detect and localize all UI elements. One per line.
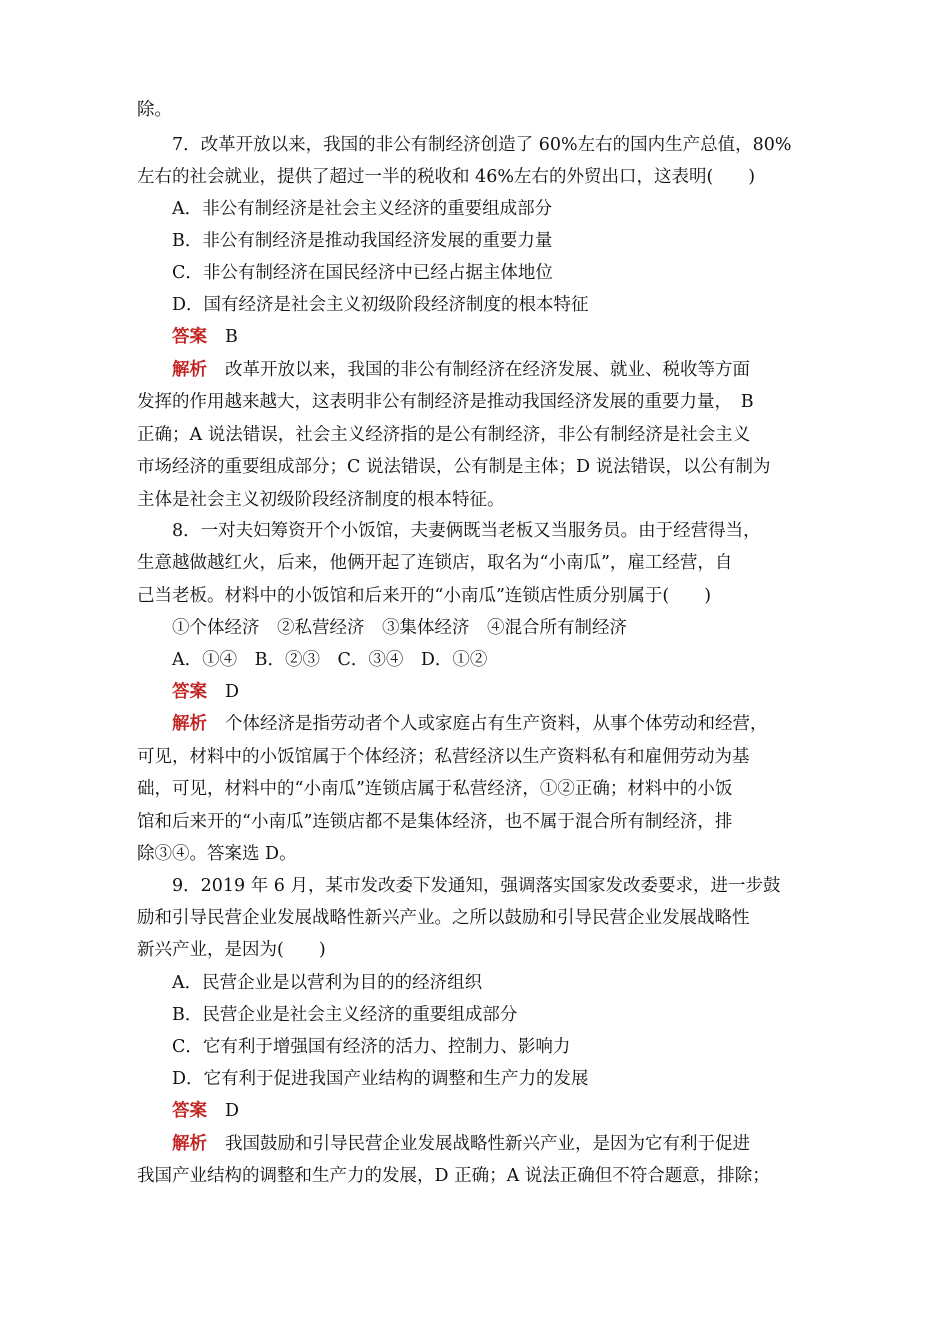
text-line: 正确；A 说法错误，社会主义经济指的是公有制经济，非公有制经济是社会主义 xyxy=(137,425,751,445)
text-line: 我国产业结构的调整和生产力的发展，D 正确；A 说法正确但不符合题意，排除； xyxy=(137,1166,770,1186)
option-c: C．它有利于增强国有经济的活力、控制力、影响力 xyxy=(172,1037,571,1057)
text-line: 左右的社会就业，提供了超过一半的税收和 46%左右的外贸出口，这表明( ) xyxy=(137,167,756,187)
analysis-text: 改革开放以来，我国的非公有制经济在经济发展、就业、税收等方面 xyxy=(225,360,750,380)
answer-line xyxy=(172,322,238,352)
analysis-line xyxy=(172,1129,750,1159)
analysis-label: 解析 xyxy=(172,360,207,380)
text-line: 生意越做越红火，后来，他俩开起了连锁店，取名为“小南瓜”，雇工经营，自 xyxy=(137,553,733,573)
text-line: 市场经济的重要组成部分；C 说法错误，公有制是主体；D 说法错误，以公有制为 xyxy=(137,457,771,477)
analysis-line xyxy=(172,355,750,385)
option-c: C．非公有制经济在国民经济中已经占据主体地位 xyxy=(172,263,553,283)
option-d: D．它有利于促进我国产业结构的调整和生产力的发展 xyxy=(172,1069,589,1089)
option-d: D．国有经济是社会主义初级阶段经济制度的根本特征 xyxy=(172,295,589,315)
analysis-text: 个体经济是指劳动者个人或家庭占有生产资料，从事个体劳动和经营， xyxy=(225,714,768,734)
answer-label: 答案 xyxy=(172,682,207,702)
options-row: A．①④ B．②③ C．③④ D．①② xyxy=(172,650,488,670)
answer-label: 答案 xyxy=(172,327,207,347)
question-7-stem: 7．改革开放以来，我国的非公有制经济创造了 60%左右的国内生产总值，80% xyxy=(172,135,792,155)
analysis-label: 解析 xyxy=(172,714,207,734)
answer-line xyxy=(172,677,239,707)
text-line: 发挥的作用越来越大，这表明非公有制经济是推动我国经济发展的重要力量， B xyxy=(137,392,754,412)
option-a: A．非公有制经济是社会主义经济的重要组成部分 xyxy=(172,199,553,219)
option-list: ①个体经济 ②私营经济 ③集体经济 ④混合所有制经济 xyxy=(172,618,627,638)
text-line: 己当老板。材料中的小饭馆和后来开的“小南瓜”连锁店性质分别属于( ) xyxy=(137,586,712,606)
text-line: 馆和后来开的“小南瓜”连锁店都不是集体经济，也不属于混合所有制经济，排 xyxy=(137,812,733,832)
text-line: 础，可见，材料中的“小南瓜”连锁店属于私营经济，①②正确；材料中的小饭 xyxy=(137,779,733,799)
text-line: 新兴产业，是因为( ) xyxy=(137,940,326,960)
text-line: 除。 xyxy=(137,100,172,120)
question-9-stem: 9．2019 年 6 月，某市发改委下发通知，强调落实国家发改委要求，进一步鼓 xyxy=(172,876,781,896)
text-line: 除③④。答案选 D。 xyxy=(137,844,297,864)
answer-line xyxy=(172,1096,239,1126)
answer-value: D xyxy=(225,1101,240,1121)
analysis-text: 我国鼓励和引导民营企业发展战略性新兴产业，是因为它有利于促进 xyxy=(225,1134,750,1154)
answer-label: 答案 xyxy=(172,1101,207,1121)
text-line: 可见，材料中的小饭馆属于个体经济；私营经济以生产资料私有和雇佣劳动为基 xyxy=(137,747,750,767)
answer-value: B xyxy=(225,327,238,347)
text-line: 主体是社会主义初级阶段经济制度的根本特征。 xyxy=(137,490,505,510)
option-a: A．民营企业是以营利为目的的经济组织 xyxy=(172,973,483,993)
option-b: B．非公有制经济是推动我国经济发展的重要力量 xyxy=(172,231,553,251)
question-8-stem: 8．一对夫妇筹资开个小饭馆，夫妻俩既当老板又当服务员。由于经营得当， xyxy=(172,521,761,541)
answer-value: D xyxy=(225,682,240,702)
analysis-label: 解析 xyxy=(172,1134,207,1154)
option-b: B．民营企业是社会主义经济的重要组成部分 xyxy=(172,1005,518,1025)
text-line: 励和引导民营企业发展战略性新兴产业。之所以鼓励和引导民营企业发展战略性 xyxy=(137,908,750,928)
analysis-line xyxy=(172,709,768,739)
